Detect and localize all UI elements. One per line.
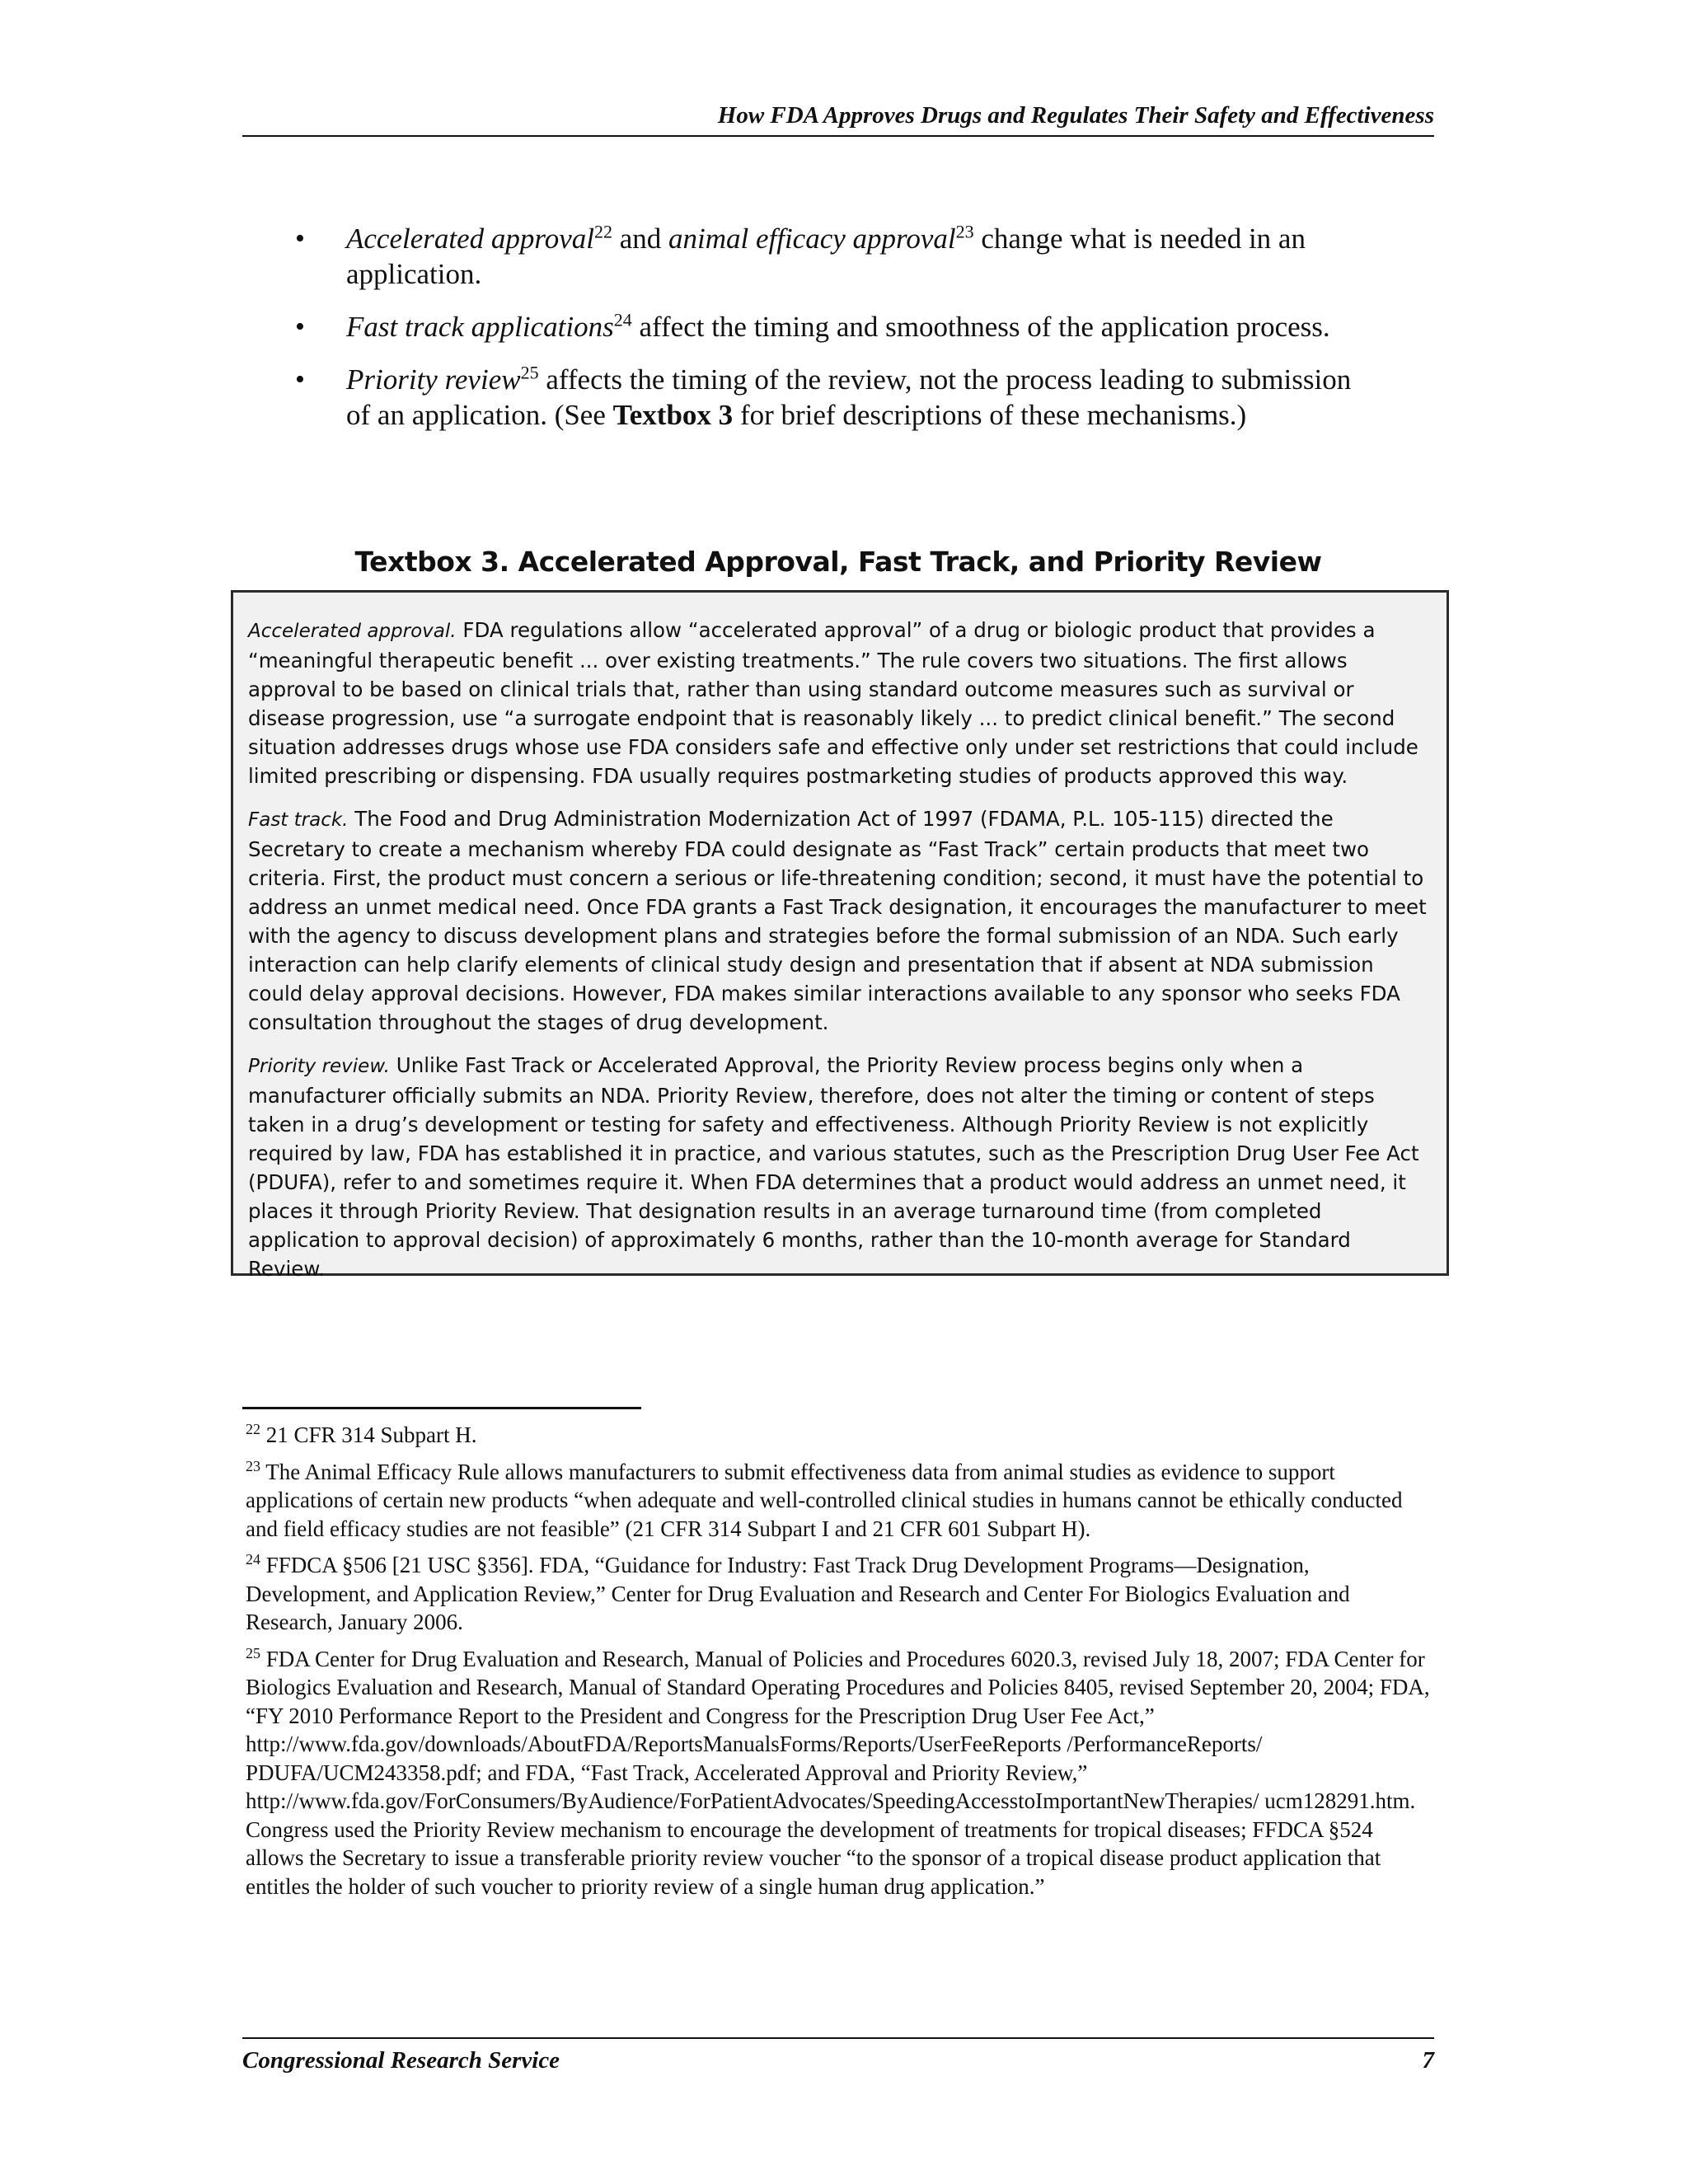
bullet-text: affects the timing of the review, not the process leading to submission of an application. (See: [346, 363, 1352, 431]
footnote-23: [246, 1458, 1436, 1544]
footnotes: [246, 1421, 1436, 1909]
textbox-text: Unlike Fast Track or Accelerated Approval, the Priority Review process begins only when a manufacturer officially submits an NDA. Priority Review, therefore, does not alter the timing or content of steps taken in a drug’s development or testing for safety and effectiveness. Although Priority Review is not explicitly required by law, FDA has established it in practice, and various statutes, such as the Prescription Drug User Fee Act (PDUFA), refer to and sometimes require it. When FDA determines that a product would address an unmet need, it places it through Priority Review. That designation results in an average turnaround time (from completed application to approval decision) of approximately 6 months, rather than the 10-month average for Standard Review.: [248, 1053, 1419, 1281]
bullet-dot-icon: •: [295, 223, 305, 254]
page-footer: [242, 2037, 1434, 2077]
footnote-text: FFDCA §506 [21 USC §356]. FDA, “Guidance for Industry: Fast Track Drug Development Programs—Designation, Development, and Application Review,” Center for Drug Evaluation and Research and Center For Biologics Evaluation and Research, January 2006.: [246, 1553, 1350, 1634]
footnote-ref-link[interactable]: 24: [613, 309, 632, 330]
bullet-term: animal efficacy approval: [668, 223, 956, 255]
footnote-text: 21 CFR 314 Subpart H.: [260, 1422, 477, 1447]
footnote-ref-link[interactable]: 23: [955, 221, 974, 242]
footnote-text: FDA Center for Drug Evaluation and Research, Manual of Policies and Procedures 6020.3, revised July 18, 2007; FDA Center for Biologics Evaluation and Research, Manual of Standard Operating Procedures and Policies 8405, revised September 20, 2004; FDA, “FY 2010 Performance Report to the President and Congress for the Prescription Drug User Fee Act,” http://www.fda.gov/downloads/AboutFDA/ReportsManualsForms/Reports/UserFeeReports /PerformanceReports/ PDUFA/UCM243358.pdf; and FDA, “Fast Track, Accelerated Approval and Priority Review,” http://www.fda.gov/ForConsumers/ByAudience/ForPatientAdvocates/SpeedingAccesstoImportantNewTherapies/ ucm128291.htm. Congress used the Priority Review mechanism to encourage the development of treatments for tropical diseases; FFDCA §524 allows the Secretary to issue a transferable priority review voucher “to the sponsor of a tropical disease product application that entitles the holder of such voucher to priority review of a single human drug application.”: [246, 1646, 1430, 1899]
footnote-ref-link[interactable]: 25: [520, 362, 539, 383]
running-header-title: How FDA Approves Drugs and Regulates Their Safety and Effectiveness: [717, 102, 1434, 129]
footnote-25: [246, 1645, 1436, 1901]
footnote-ref-link[interactable]: 22: [593, 221, 612, 242]
textbox: [231, 590, 1449, 1281]
footnote-number: 22: [246, 1421, 260, 1437]
bullet-item: [280, 221, 1376, 292]
bullet-item: [280, 309, 1376, 344]
textbox-cross-reference: Textbox 3: [612, 399, 734, 431]
textbox-paragraph-priority-review: [248, 1051, 1428, 1283]
textbox-paragraph-accelerated-approval: [248, 616, 1428, 790]
footnote-22: [246, 1421, 1436, 1450]
footnote-24: [246, 1551, 1436, 1637]
footer-publisher: Congressional Research Service: [242, 2047, 560, 2074]
bullet-text: for brief descriptions of these mechanisms.): [733, 399, 1247, 431]
textbox-title: Textbox 3. Accelerated Approval, Fast Track, and Priority Review: [354, 546, 1322, 578]
bullet-dot-icon: •: [295, 364, 305, 395]
textbox-text: FDA regulations allow “accelerated approval” of a drug or biologic product that provides a “meaningful therapeutic benefit ... over existing treatments.” The rule covers two situations. The first allows approval to be based on clinical trials that, rather than using standard outcome measures such as survival or disease progression, use “a surrogate endpoint that is reasonably likely ... to predict clinical benefit.” The second situation addresses drugs whose use FDA considers safe and effective only under set restrictions that could include limited prescribing or dispensing. FDA usually requires postmarketing studies of products approved this way.: [248, 618, 1418, 788]
footnote-number: 24: [246, 1551, 260, 1568]
bullet-dot-icon: •: [295, 312, 305, 342]
footnote-text: The Animal Efficacy Rule allows manufacturers to submit effectiveness data from animal studies as evidence to support applications of certain new products “when adequate and well-controlled clinical studies in humans cannot be ethically conducted and field efficacy studies are not feasible” (21 CFR 314 Subpart I and 21 CFR 601 Subpart H).: [246, 1459, 1403, 1541]
bullet-text: affect the timing and smoothness of the application process.: [631, 311, 1330, 343]
textbox-term: Priority review.: [248, 1056, 390, 1077]
textbox-term: Fast track.: [248, 809, 349, 831]
bullet-term: Priority review: [346, 363, 521, 396]
footnote-number: 25: [246, 1644, 260, 1661]
footnote-number: 23: [246, 1457, 260, 1474]
textbox-text: The Food and Drug Administration Modernization Act of 1997 (FDAMA, P.L. 105-115) directed the Secretary to create a mechanism whereby FDA could designate as “Fast Track” certain products that meet two criteria. First, the product must concern a serious or life-threatening condition; second, it must have the potential to address an unmet medical need. Once FDA grants a Fast Track designation, it encourages the manufacturer to meet with the agency to discuss development plans and strategies before the formal submission of an NDA. Such early interaction can help clarify elements of clinical study design and presentation that if absent at NDA submission could delay approval decisions. However, FDA makes similar interactions available to any sponsor who seeks FDA consultation throughout the stages of drug development.: [248, 807, 1427, 1034]
bullet-text: change what is needed in an application.: [346, 223, 1306, 290]
page-number: 7: [1422, 2047, 1434, 2074]
textbox-paragraph-fast-track: [248, 804, 1428, 1037]
bullet-item: [280, 362, 1376, 433]
bullet-text: and: [612, 223, 668, 255]
bullet-list: [280, 221, 1376, 450]
bullet-term: Fast track applications: [346, 311, 614, 343]
bullet-term: Accelerated approval: [346, 223, 594, 255]
footnote-separator: [242, 1407, 641, 1409]
textbox-term: Accelerated approval.: [248, 621, 457, 642]
running-header: [242, 99, 1434, 137]
